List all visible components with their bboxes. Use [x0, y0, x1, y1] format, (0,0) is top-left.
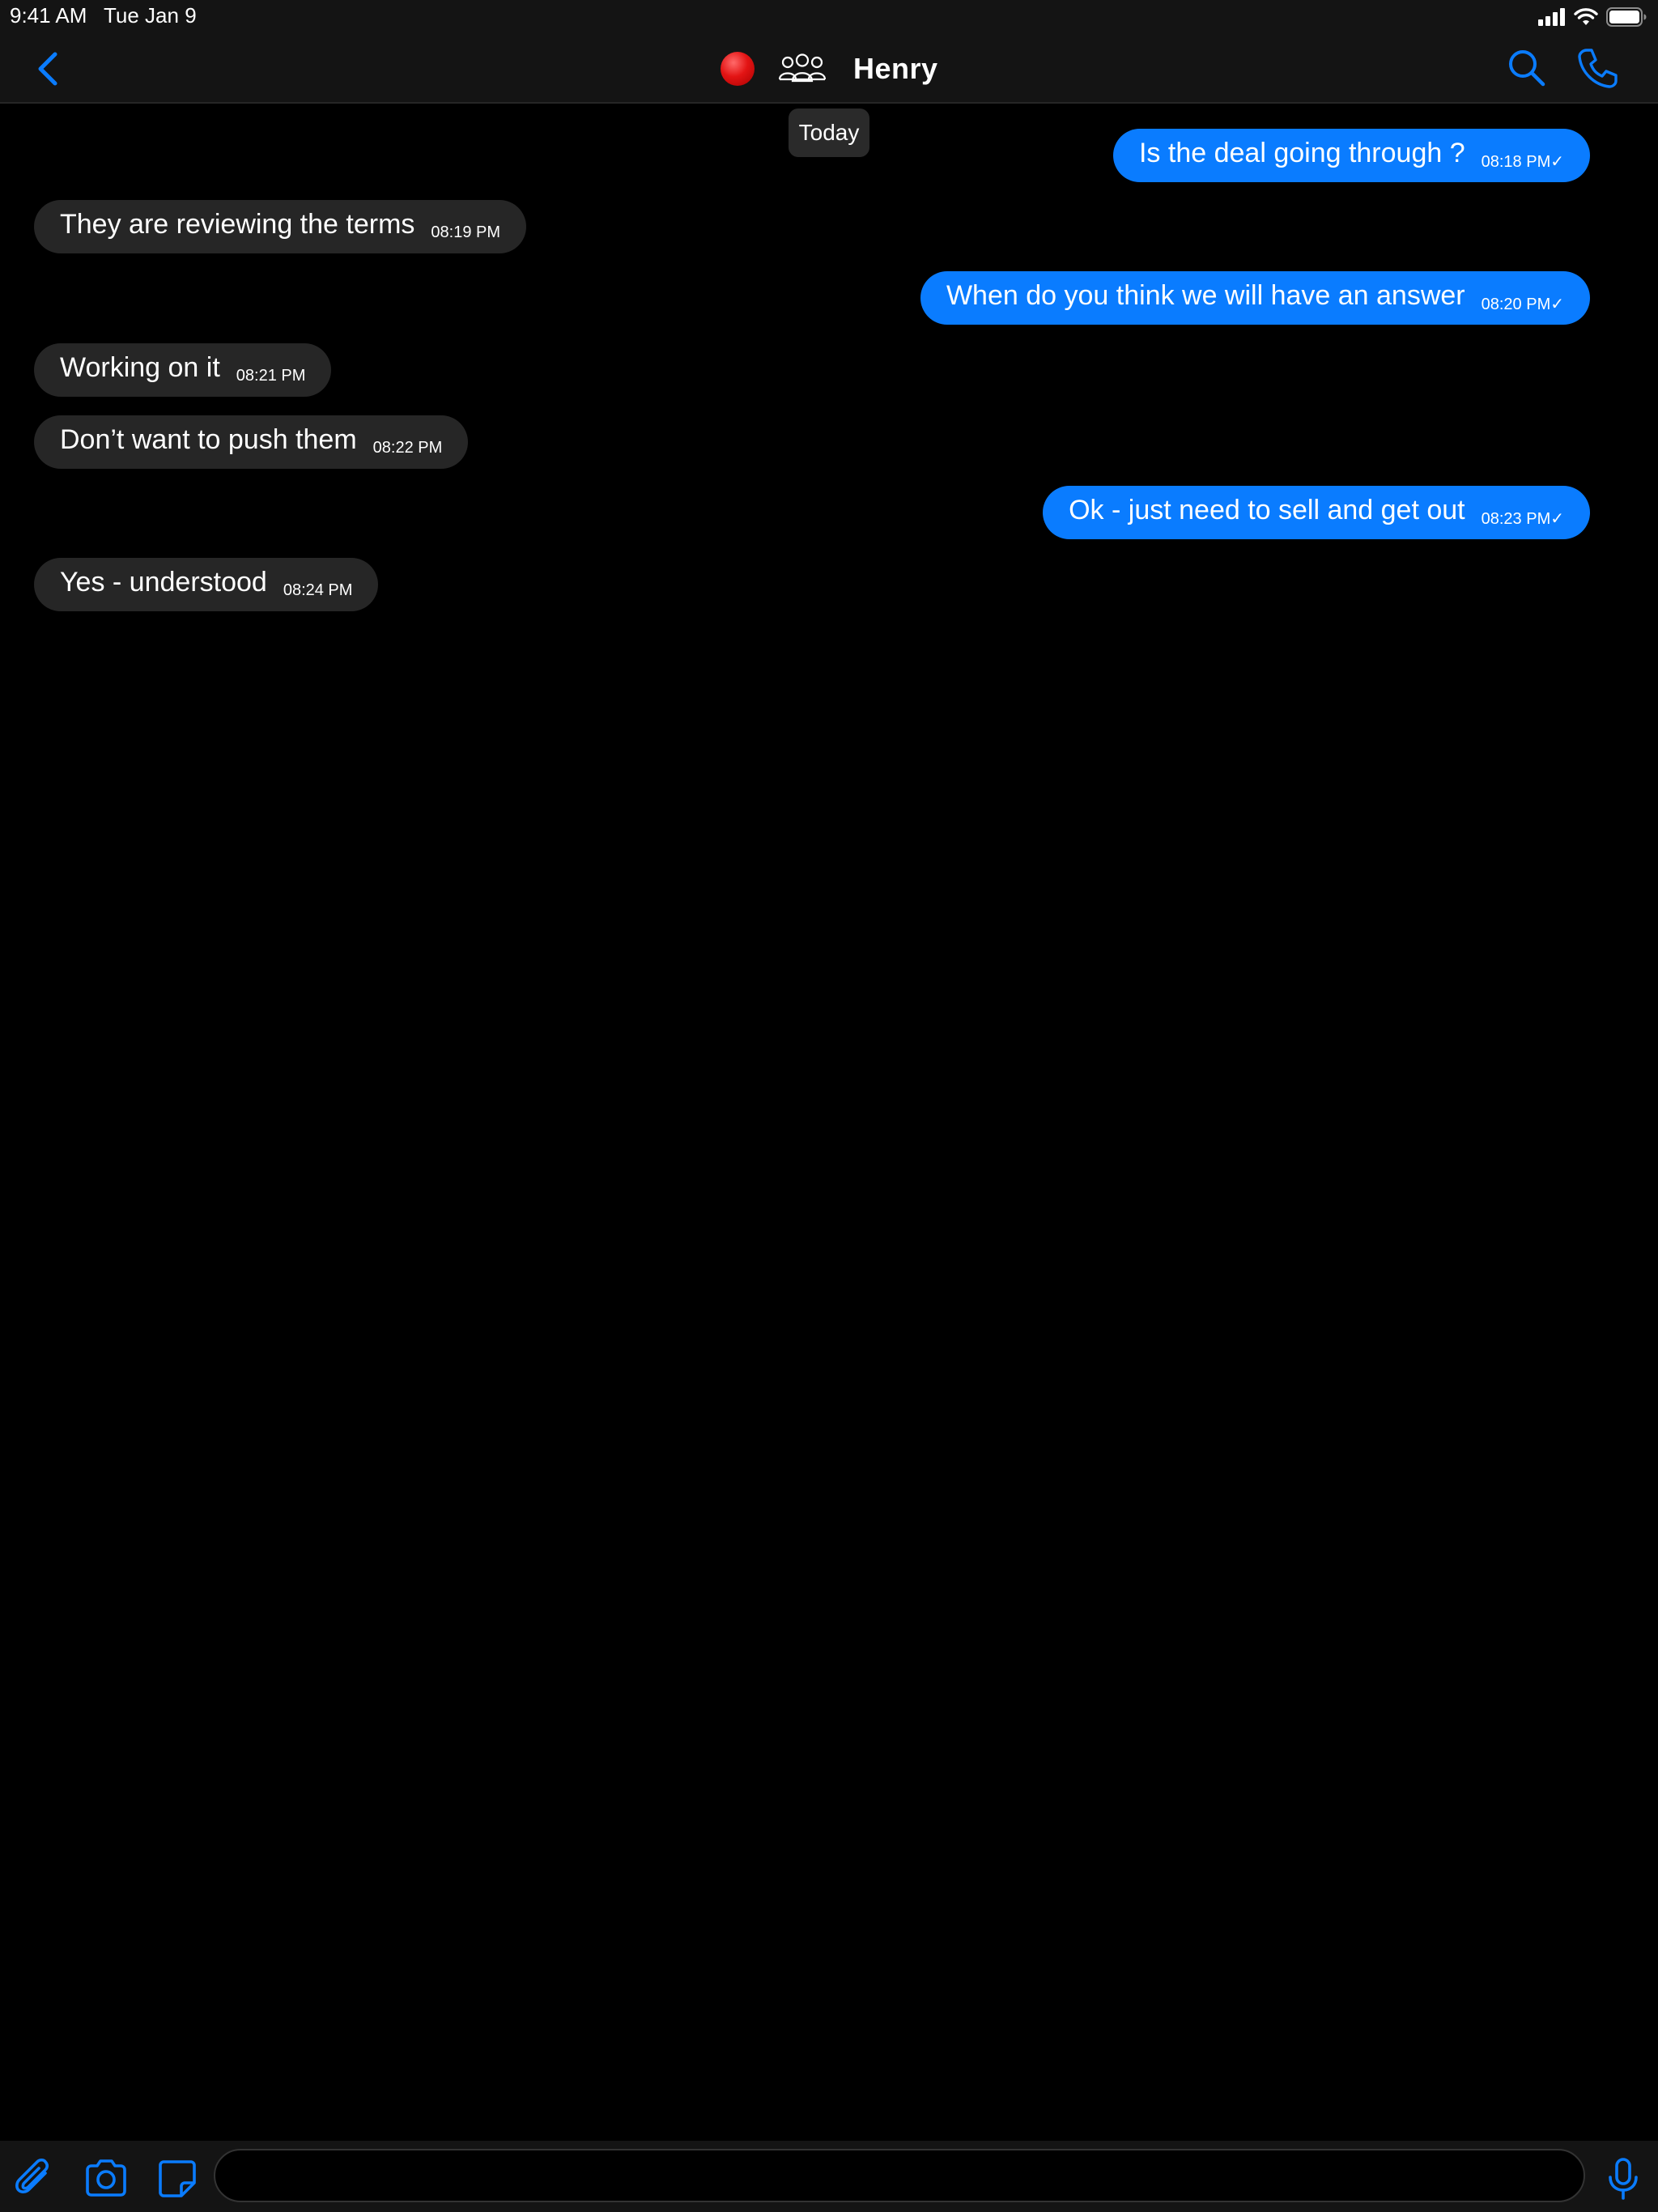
conversation-title: Henry [853, 52, 938, 85]
group-icon [779, 53, 826, 85]
day-divider: Today [789, 108, 869, 157]
message-text: When do you think we will have an answer [946, 280, 1465, 311]
message-timestamp: 08:21 PM [236, 366, 306, 385]
back-chevron-icon[interactable] [32, 50, 65, 87]
status-date: Tue Jan 9 [104, 3, 197, 28]
message-bubble-outgoing[interactable] [1043, 486, 1590, 539]
message-bubble-outgoing[interactable] [1113, 129, 1590, 182]
cellular-signal-icon [1538, 8, 1566, 26]
composer-bar [0, 2141, 1658, 2212]
status-red-dot-icon [721, 52, 755, 86]
paperclip-icon[interactable] [13, 2157, 57, 2201]
battery-icon [1606, 7, 1647, 27]
message-bubble-incoming[interactable] [34, 343, 331, 397]
search-icon[interactable] [1506, 47, 1548, 89]
message-text: Is the deal going through ? [1138, 138, 1465, 168]
microphone-icon[interactable] [1601, 2157, 1645, 2201]
message-text: Don’t want to push them [60, 424, 357, 455]
message-timestamp: 08:20 PM✓ [1481, 295, 1564, 313]
message-timestamp: 08:24 PM [283, 581, 353, 599]
message-text: Yes - understood [60, 567, 267, 598]
message-text: Ok - just need to sell and get out [1069, 495, 1465, 525]
message-bubble-outgoing[interactable] [920, 271, 1590, 325]
message-text: Working on it [60, 352, 220, 383]
message-timestamp: 08:19 PM [431, 223, 501, 241]
message-timestamp: 08:22 PM [372, 438, 443, 457]
message-text: They are reviewing the terms [60, 209, 415, 240]
status-time: 9:41 AM [10, 3, 87, 28]
message-bubble-incoming[interactable] [34, 200, 526, 253]
conversation-header[interactable] [721, 47, 938, 91]
message-input[interactable] [214, 2149, 1585, 2202]
message-timestamp: 08:18 PM✓ [1481, 152, 1564, 171]
status-icons [1538, 5, 1647, 29]
wifi-icon [1574, 7, 1598, 27]
navigation-bar [0, 36, 1658, 104]
message-bubble-incoming[interactable] [34, 558, 378, 611]
message-bubble-incoming[interactable] [34, 415, 468, 469]
message-timestamp: 08:23 PM✓ [1481, 509, 1564, 528]
sticker-icon[interactable] [155, 2157, 199, 2201]
camera-icon[interactable] [84, 2157, 128, 2201]
phone-icon[interactable] [1577, 47, 1619, 89]
status-bar [0, 0, 1658, 36]
